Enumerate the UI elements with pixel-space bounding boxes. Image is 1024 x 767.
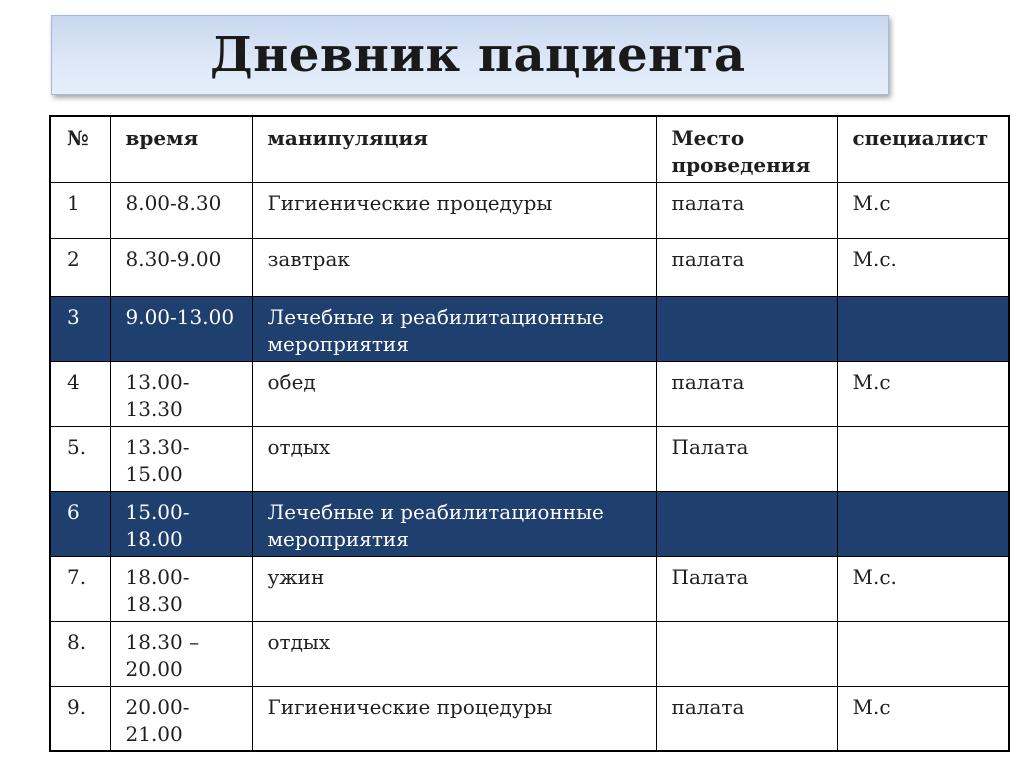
patient-diary-table <box>49 115 1010 752</box>
cell-number: 1 <box>50 182 110 238</box>
cell-number: 9. <box>50 686 110 751</box>
cell-number: 8. <box>50 621 110 686</box>
cell-time: 13.30-15.00 <box>110 426 252 491</box>
cell-place: Палата <box>656 556 837 621</box>
cell-specialist: М.с. <box>837 556 1009 621</box>
cell-time: 13.00-13.30 <box>110 361 252 426</box>
cell-place: палата <box>656 238 837 296</box>
table-row <box>50 238 1009 296</box>
cell-activity: ужин <box>252 556 656 621</box>
header-time: время <box>110 116 252 182</box>
cell-number: 2 <box>50 238 110 296</box>
cell-place <box>656 491 837 556</box>
cell-time: 9.00-13.00 <box>110 296 252 361</box>
cell-time: 20.00-21.00 <box>110 686 252 751</box>
cell-specialist: М.с <box>837 361 1009 426</box>
header-activity: манипуляция <box>252 116 656 182</box>
table-row <box>50 556 1009 621</box>
table-row <box>50 182 1009 238</box>
header-specialist: специалист <box>837 116 1009 182</box>
table-row <box>50 361 1009 426</box>
cell-place <box>656 621 837 686</box>
cell-number: 5. <box>50 426 110 491</box>
table-header-row <box>50 116 1009 182</box>
cell-number: 3 <box>50 296 110 361</box>
header-place: Место проведения <box>656 116 837 182</box>
cell-specialist <box>837 296 1009 361</box>
header-number: № <box>50 116 110 182</box>
cell-time: 18.00-18.30 <box>110 556 252 621</box>
cell-place: палата <box>656 361 837 426</box>
cell-specialist <box>837 491 1009 556</box>
cell-number: 4 <box>50 361 110 426</box>
cell-activity: завтрак <box>252 238 656 296</box>
cell-time: 15.00-18.00 <box>110 491 252 556</box>
cell-time: 8.00-8.30 <box>110 182 252 238</box>
cell-place: Палата <box>656 426 837 491</box>
cell-activity: Лечебные и реабилитационные мероприятия <box>252 296 656 361</box>
cell-number: 6 <box>50 491 110 556</box>
title-banner <box>51 15 889 95</box>
cell-activity: Гигиенические процедуры <box>252 686 656 751</box>
cell-place: палата <box>656 686 837 751</box>
cell-place: палата <box>656 182 837 238</box>
table-row <box>50 686 1009 751</box>
table-row <box>50 621 1009 686</box>
table-row <box>50 491 1009 556</box>
table-row <box>50 426 1009 491</box>
cell-specialist: М.с. <box>837 238 1009 296</box>
cell-activity: отдых <box>252 621 656 686</box>
cell-activity: отдых <box>252 426 656 491</box>
cell-specialist <box>837 621 1009 686</box>
cell-activity: Гигиенические процедуры <box>252 182 656 238</box>
cell-place <box>656 296 837 361</box>
cell-specialist <box>837 426 1009 491</box>
cell-time: 18.30 – 20.00 <box>110 621 252 686</box>
cell-activity: обед <box>252 361 656 426</box>
cell-specialist: М.с <box>837 686 1009 751</box>
cell-time: 8.30-9.00 <box>110 238 252 296</box>
page-title: Дневник пациента <box>210 27 746 83</box>
cell-activity: Лечебные и реабилитационные мероприятия <box>252 491 656 556</box>
cell-specialist: М.с <box>837 182 1009 238</box>
cell-number: 7. <box>50 556 110 621</box>
table-row <box>50 296 1009 361</box>
